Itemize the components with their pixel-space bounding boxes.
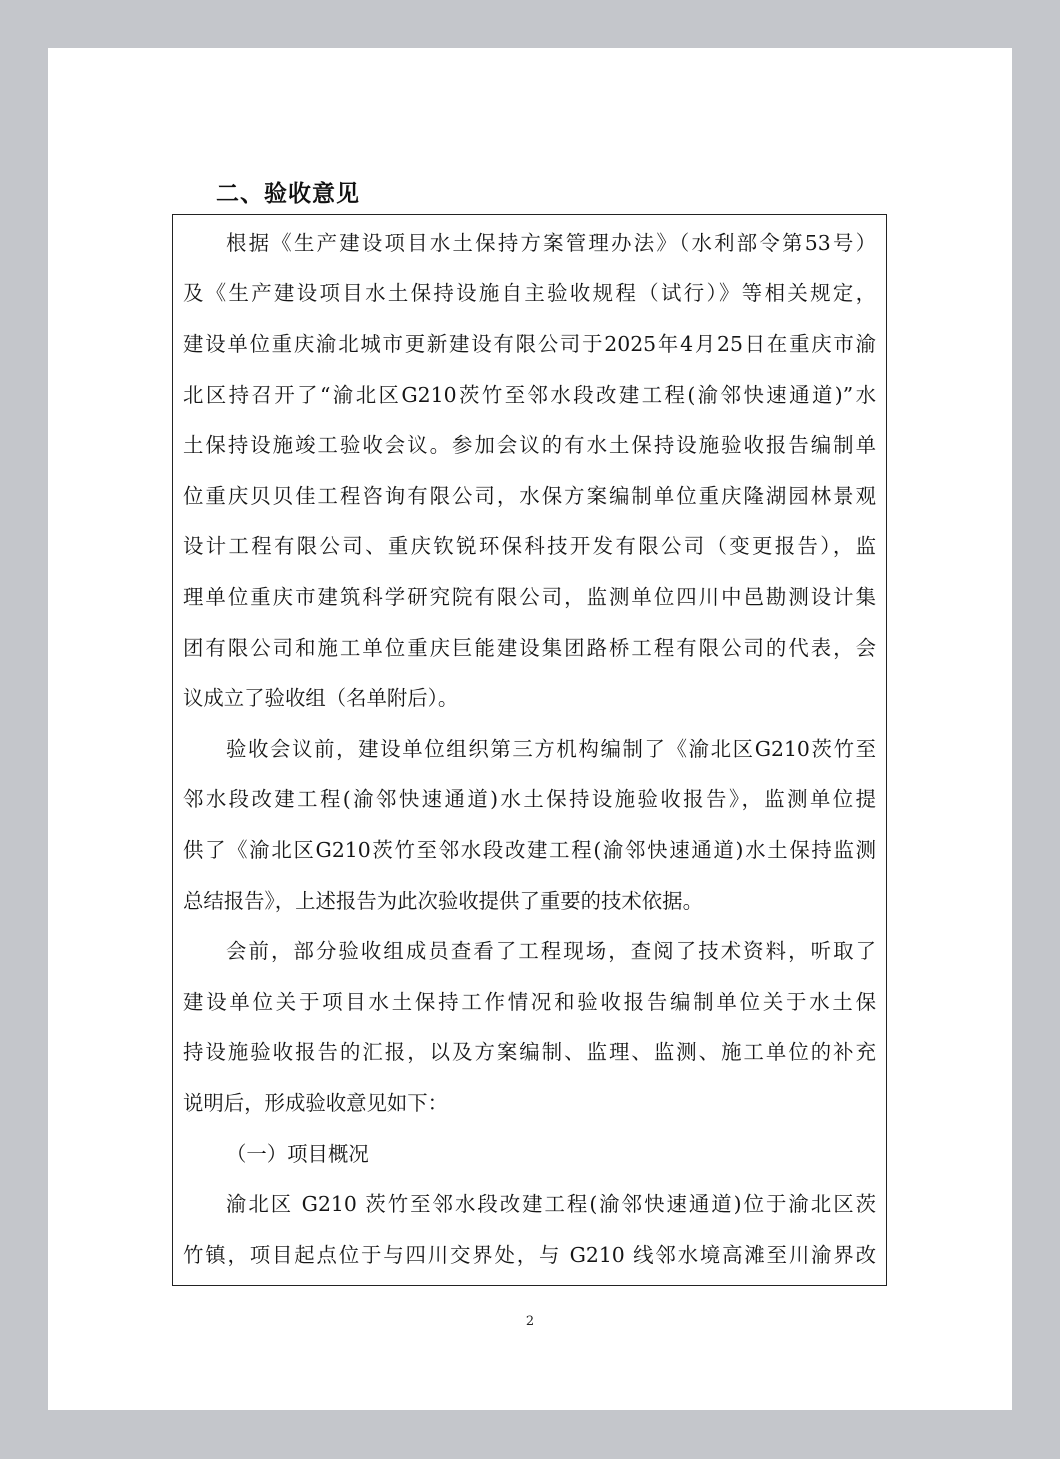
opinion-line: 建设单位关于项目水土保持工作情况和验收报告编制单位关于水土保 [183, 990, 876, 1014]
opinion-line: 说明后，形成验收意见如下： [183, 1091, 449, 1115]
document-page [48, 48, 1012, 1410]
opinion-line: 验收会议前，建设单位组织第三方机构编制了《渝北区G210茨竹至 [226, 737, 876, 761]
opinion-line: 位重庆贝贝佳工程咨询有限公司，水保方案编制单位重庆隆湖园林景观 [183, 484, 876, 508]
opinion-line: 邻水段改建工程(渝邻快速通道)水土保持设施验收报告》，监测单位提 [183, 787, 876, 811]
opinion-line: 议成立了验收组（名单附后）。 [183, 686, 459, 710]
opinion-line: 会前，部分验收组成员查看了工程现场，查阅了技术资料，听取了 [226, 939, 876, 963]
opinion-line: 持设施验收报告的汇报，以及方案编制、监理、监测、施工单位的补充 [183, 1040, 876, 1064]
opinion-line: 根据《生产建设项目水土保持方案管理办法》（水利部令第53号） [226, 231, 876, 255]
opinion-line: 及《生产建设项目水土保持设施自主验收规程（试行）》等相关规定， [183, 281, 876, 305]
subsection-heading: （一）项目概况 [226, 1142, 369, 1166]
opinion-line: 供了《渝北区G210茨竹至邻水段改建工程(渝邻快速通道)水土保持监测 [183, 838, 876, 862]
section-heading: 二、验收意见 [216, 181, 360, 207]
opinion-line: 团有限公司和施工单位重庆巨能建设集团路桥工程有限公司的代表，会 [183, 636, 876, 660]
acceptance-opinion-box [172, 214, 887, 1286]
opinion-line: 竹镇，项目起点位于与四川交界处，与 G210 线邻水境高滩至川渝界改 [183, 1243, 876, 1267]
opinion-line: 渝北区 G210 茨竹至邻水段改建工程(渝邻快速通道)位于渝北区茨 [226, 1192, 876, 1216]
opinion-line: 土保持设施竣工验收会议。参加会议的有水土保持设施验收报告编制单 [183, 433, 876, 457]
page-number: 2 [525, 1314, 535, 1329]
opinion-line: 建设单位重庆渝北城市更新建设有限公司于2025年4月25日在重庆市渝 [183, 332, 876, 356]
opinion-line: 总结报告》，上述报告为此次验收提供了重要的技术依据。 [183, 889, 703, 913]
opinion-line: 理单位重庆市建筑科学研究院有限公司，监测单位四川中邑勘测设计集 [183, 585, 876, 609]
opinion-line: 设计工程有限公司、重庆钦锐环保科技开发有限公司（变更报告），监 [183, 534, 876, 558]
opinion-line: 北区持召开了“渝北区G210茨竹至邻水段改建工程(渝邻快速通道)”水 [183, 383, 876, 407]
